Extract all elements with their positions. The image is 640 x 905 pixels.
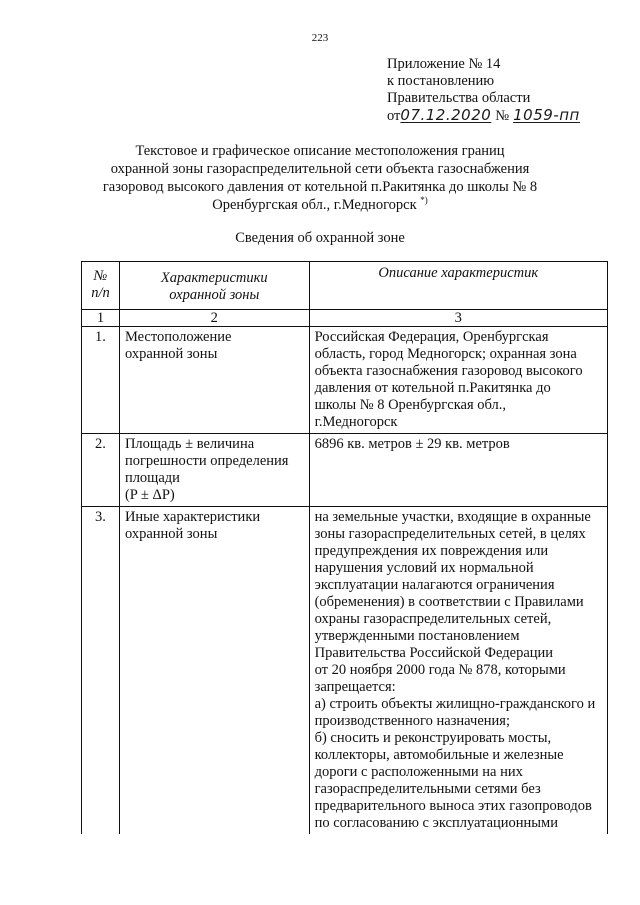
header-num: № п/п (82, 262, 120, 310)
decree-date-number (387, 107, 580, 125)
handwritten-date: 07.12.2020 (400, 106, 492, 124)
appendix-line-3: Правительства области (387, 90, 531, 106)
page-number: 223 (311, 32, 329, 44)
protection-zone-table (81, 261, 608, 834)
title-line-1: Текстовое и графическое описание местоположения границ (135, 143, 505, 159)
row-characteristic: Иные характеристики охранной зоны (119, 507, 309, 835)
header-characteristics: Характеристики охранной зоны (119, 262, 309, 310)
title-line-3: газоровод высокого давления от котельной п.Ракитянка до школы № 8 (102, 179, 538, 195)
header-description: Описание характеристик (309, 262, 607, 310)
column-index-row (82, 310, 608, 327)
column-index-2: 2 (119, 310, 309, 327)
title-line-4 (0, 196, 640, 214)
row-characteristic: Местоположение охранной зоны (119, 327, 309, 434)
from-prefix: от (387, 108, 401, 124)
number-sign: № (495, 108, 510, 124)
appendix-block (387, 56, 580, 125)
table-row (82, 507, 608, 835)
row-description: Российская Федерация, Оренбургская область, город Медногорск; охранная зона объекта газоснабжения газоровод высокого давления от котельной п.Ракитянка до школы № 8 Оренбургская обл., г.Медногорск (309, 327, 607, 434)
appendix-line-2: к постановлению (387, 73, 495, 89)
title-line-4-text: Оренбургская обл., г.Медногорск (212, 197, 417, 213)
document-title (0, 142, 640, 214)
section-subtitle: Сведения об охранной зоне (235, 230, 405, 246)
row-number: 2. (82, 434, 120, 507)
table-row (82, 434, 608, 507)
column-index-1: 1 (82, 310, 120, 327)
row-description: 6896 кв. метров ± 29 кв. метров (309, 434, 607, 507)
row-description: на земельные участки, входящие в охранные зоны газораспределительных сетей, в целях предупреждения их повреждения или нарушения условий их нормальной эксплуатации налагаются ограничения (обременения) в соответствии с Правилами охраны газораспределительных сетей, утвержденными постановлением Правительства Российской Федерации от 20 ноября 2000 года № 878, которыми запрещается: а) строить объекты жилищно-гражданского и производственного назначения; б) сносить и реконструировать мосты, коллекторы, автомобильные и железные дороги с расположенными на них газораспределительными сетями без предварительного выноса этих газопроводов по согласованию с эксплуатационными (309, 507, 607, 835)
row-number: 3. (82, 507, 120, 835)
handwritten-number: 1059-пп (513, 106, 580, 124)
appendix-line-1: Приложение № 14 (387, 56, 501, 72)
table-row (82, 327, 608, 434)
footnote-mark: *) (420, 195, 428, 206)
row-characteristic: Площадь ± величина погрешности определения площади (P ± ΔP) (119, 434, 309, 507)
row-number: 1. (82, 327, 120, 434)
title-line-2: охранной зоны газораспределительной сети объекта газоснабжения (110, 161, 530, 177)
column-index-3: 3 (309, 310, 607, 327)
table-header-row (82, 262, 608, 310)
